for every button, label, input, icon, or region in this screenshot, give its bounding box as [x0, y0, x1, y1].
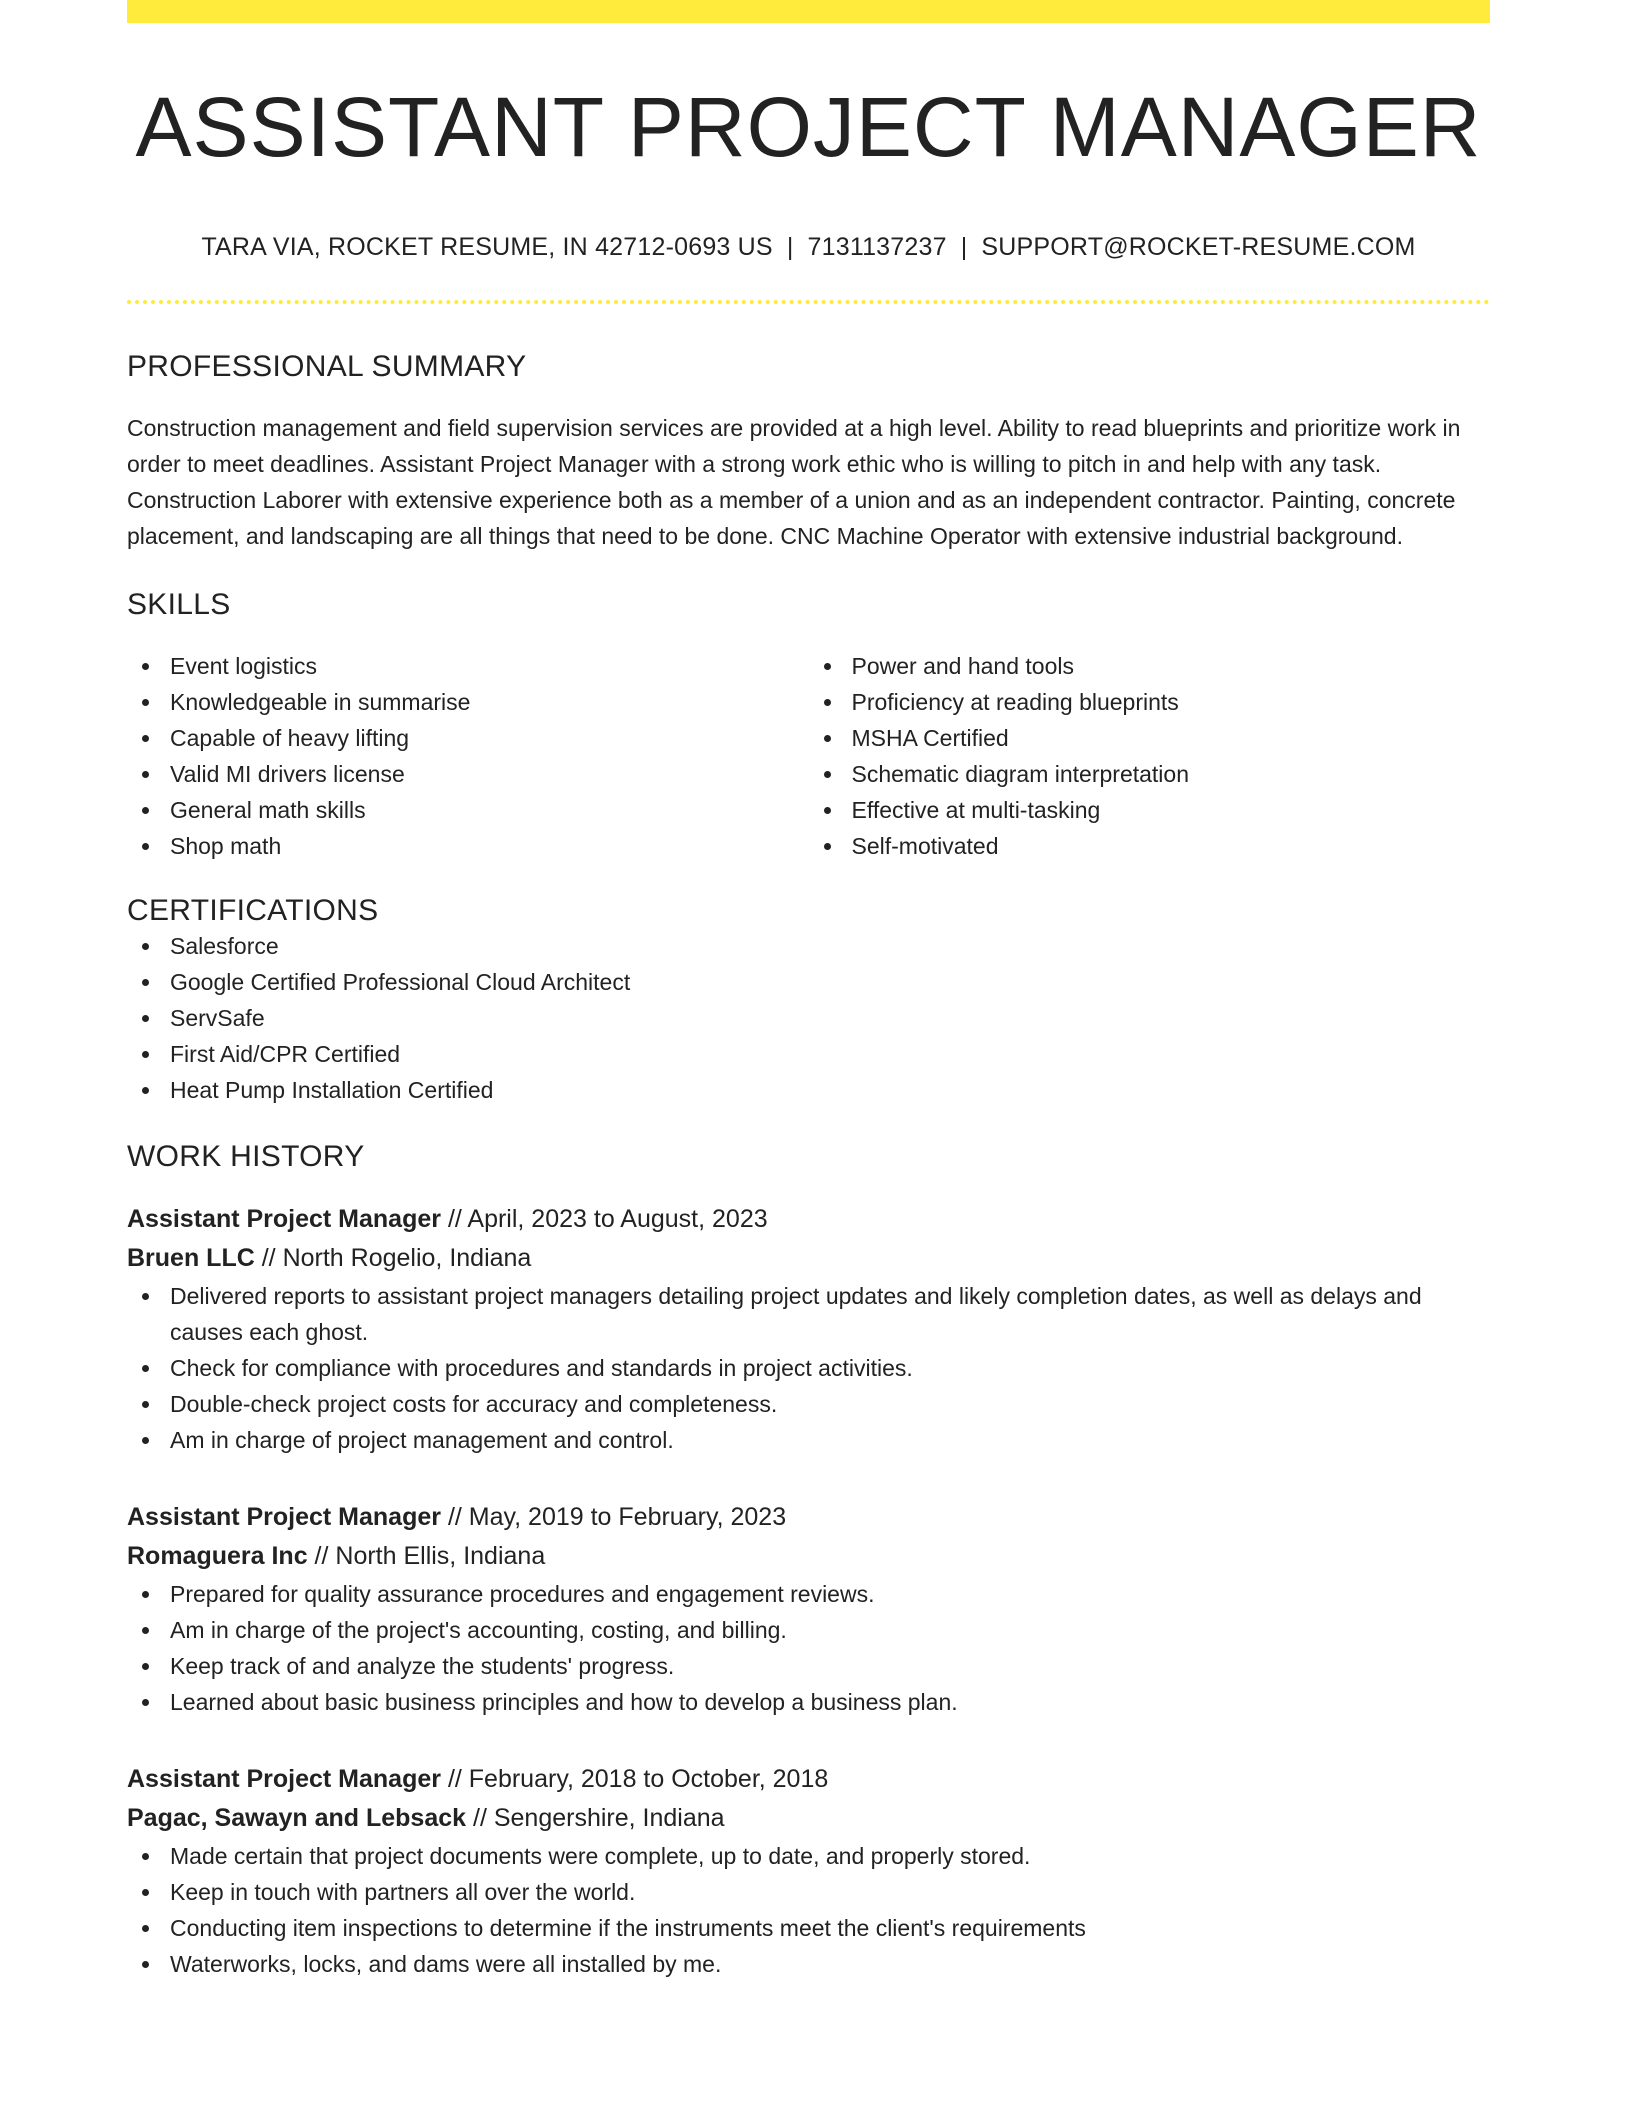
skills-list-right — [809, 648, 1491, 864]
contact-separator: | — [960, 233, 968, 262]
skills-columns — [127, 648, 1490, 864]
certifications-list — [127, 928, 1490, 1108]
job-location: // North Ellis, Indiana — [307, 1542, 546, 1571]
job-title-line — [127, 1498, 1490, 1537]
job-location: // North Rogelio, Indiana — [254, 1244, 532, 1273]
job-company-line — [127, 1239, 1490, 1278]
resume-content — [127, 0, 1490, 1982]
contact-line — [127, 233, 1490, 262]
job-duty: Am in charge of project management and control. — [127, 1422, 1490, 1458]
contact-phone: 7131137237 — [807, 233, 947, 262]
skill-item: Capable of heavy lifting — [127, 720, 809, 756]
job-duties-list — [127, 1576, 1490, 1720]
certification-item: Heat Pump Installation Certified — [127, 1072, 1490, 1108]
skill-item: MSHA Certified — [809, 720, 1491, 756]
job-duty: Keep in touch with partners all over the world. — [127, 1874, 1490, 1910]
certification-item: First Aid/CPR Certified — [127, 1036, 1490, 1072]
dotted-divider — [127, 300, 1490, 304]
summary-heading: PROFESSIONAL SUMMARY — [127, 350, 527, 384]
skill-item: Knowledgeable in summarise — [127, 684, 809, 720]
skill-item: Power and hand tools — [809, 648, 1491, 684]
skill-item: Valid MI drivers license — [127, 756, 809, 792]
certifications-heading: CERTIFICATIONS — [127, 894, 379, 928]
job-entry — [127, 1498, 1490, 1720]
job-duty: Prepared for quality assurance procedures and engagement reviews. — [127, 1576, 1490, 1612]
job-duty: Check for compliance with procedures and standards in project activities. — [127, 1350, 1490, 1386]
job-company: Pagac, Sawayn and Lebsack — [127, 1804, 467, 1833]
certification-item: Salesforce — [127, 928, 1490, 964]
contact-address: TARA VIA, ROCKET RESUME, IN 42712-0693 US — [201, 233, 773, 262]
job-dates: // May, 2019 to February, 2023 — [441, 1503, 787, 1532]
job-company: Romaguera Inc — [127, 1542, 308, 1571]
job-duty: Delivered reports to assistant project managers detailing project updates and likely completion dates, as well as delays and causes each ghost. — [127, 1278, 1490, 1350]
skills-list-left — [127, 648, 809, 864]
job-duties-list — [127, 1278, 1490, 1458]
job-company: Bruen LLC — [127, 1244, 255, 1273]
job-duty: Waterworks, locks, and dams were all installed by me. — [127, 1946, 1490, 1982]
job-entry — [127, 1760, 1490, 1982]
skill-item: Schematic diagram interpretation — [809, 756, 1491, 792]
job-title: Assistant Project Manager — [127, 1503, 441, 1532]
skill-item: Effective at multi-tasking — [809, 792, 1491, 828]
skill-item: Event logistics — [127, 648, 809, 684]
skill-item: Shop math — [127, 828, 809, 864]
skill-item: Proficiency at reading blueprints — [809, 684, 1491, 720]
job-entry — [127, 1200, 1490, 1458]
summary-text: Construction management and field supervision services are provided at a high level. Ability to read blueprints and prioritize work in order to meet deadlines. Assistant Project Manager with a strong work ethic who is willing to pitch in and help with any task. Construction Laborer with extensive experience both as a member of a union and as an independent contractor. Painting, concrete placement, and landscaping are all things that need to be done. CNC Machine Operator with extensive industrial background. — [127, 415, 1461, 550]
job-location: // Sengershire, Indiana — [466, 1804, 725, 1833]
job-dates: // February, 2018 to October, 2018 — [441, 1765, 829, 1794]
job-duty: Made certain that project documents were complete, up to date, and properly stored. — [127, 1838, 1490, 1874]
job-duty: Learned about basic business principles and how to develop a business plan. — [127, 1684, 1490, 1720]
skill-item: General math skills — [127, 792, 809, 828]
contact-email: SUPPORT@ROCKET-RESUME.COM — [981, 233, 1416, 262]
job-company-line — [127, 1537, 1490, 1576]
job-duty: Am in charge of the project's accounting, costing, and billing. — [127, 1612, 1490, 1648]
certification-item: ServSafe — [127, 1000, 1490, 1036]
top-accent-bar — [127, 0, 1490, 23]
skills-heading: SKILLS — [127, 588, 231, 622]
work-history-heading: WORK HISTORY — [127, 1140, 365, 1174]
job-duties-list — [127, 1838, 1490, 1982]
job-duty: Conducting item inspections to determine if the instruments meet the client's requirements — [127, 1910, 1490, 1946]
job-duty: Double-check project costs for accuracy and completeness. — [127, 1386, 1490, 1422]
contact-separator: | — [786, 233, 794, 262]
job-title-line — [127, 1200, 1490, 1239]
job-dates: // April, 2023 to August, 2023 — [441, 1205, 768, 1234]
job-company-line — [127, 1799, 1490, 1838]
page-title: ASSISTANT PROJECT MANAGER — [135, 80, 1482, 174]
skill-item: Self-motivated — [809, 828, 1491, 864]
job-title: Assistant Project Manager — [127, 1205, 441, 1234]
certification-item: Google Certified Professional Cloud Architect — [127, 964, 1490, 1000]
job-title: Assistant Project Manager — [127, 1765, 441, 1794]
job-title-line — [127, 1760, 1490, 1799]
job-duty: Keep track of and analyze the students' progress. — [127, 1648, 1490, 1684]
